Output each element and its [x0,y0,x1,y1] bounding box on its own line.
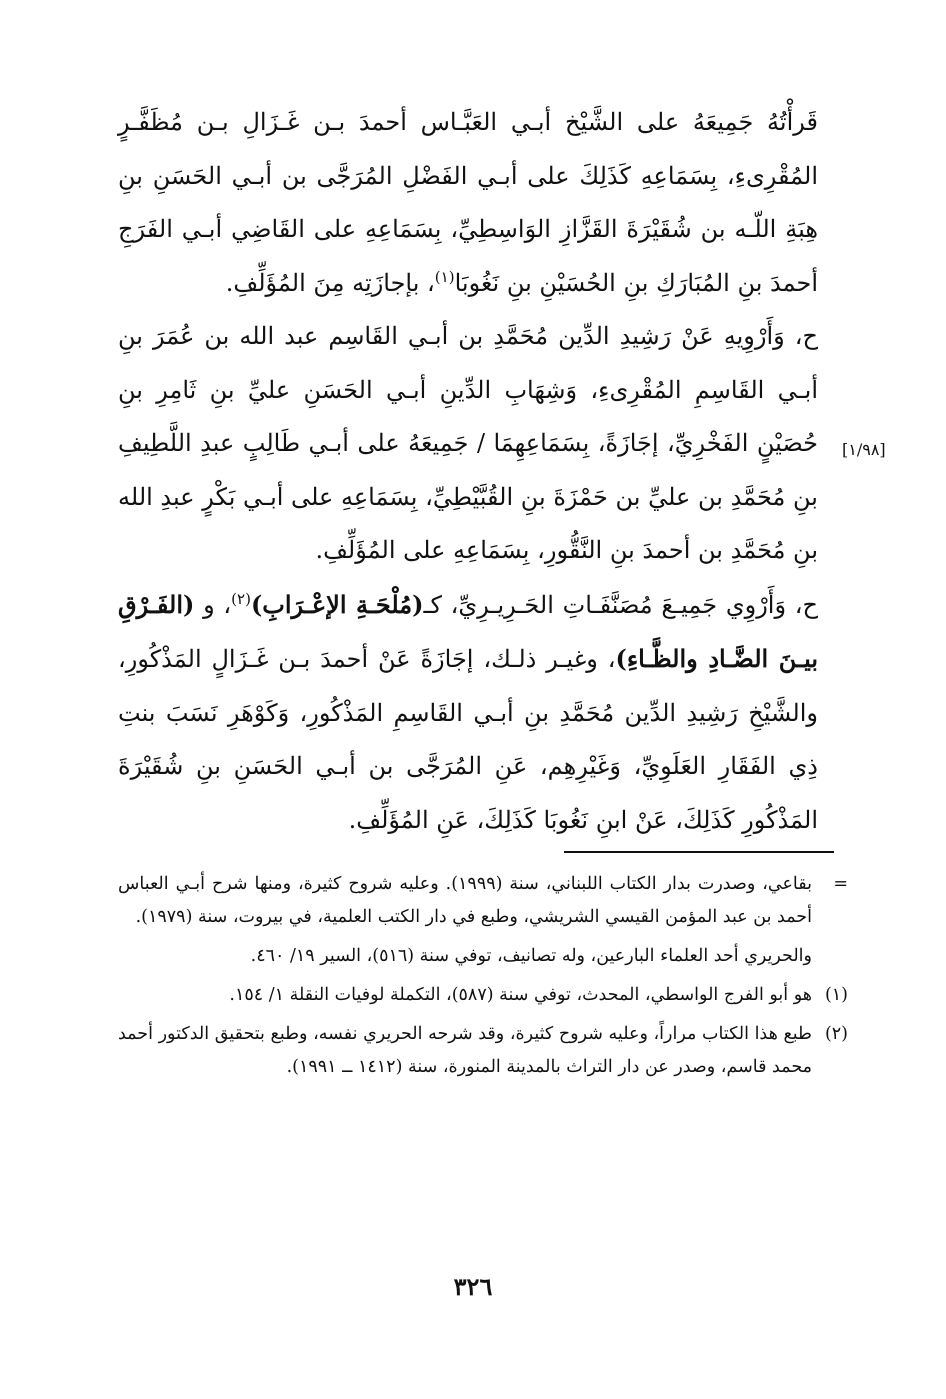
footnote-extra [118,940,848,973]
text-run: ح، وَأَرْوِي جَمِيـعَ مُصَنَّفَـاتِ الحَـرِيـرِيِّ، كـ [423,590,818,619]
footnote-number: (٢) [824,1024,848,1044]
footnote-1 [118,979,848,1012]
text-run: ، بإجازَتِه مِنَ المُؤَلِّفِ. [225,268,435,297]
footnote-continuation [118,868,848,934]
paragraph-1 [118,96,818,310]
footnotes [118,868,848,1090]
footnote-text: طبع هذا الكتاب مراراً، وعليه شروح كثيرة، وقد شرحه الحريري نفسه، وطبع بتحقيق الدكتور أحمد محمد قاسم، وصدر عن دار التراث بالمدينة المنورة، سنة (١٤١٢ ــ ١٩٩١). [118,1024,812,1077]
text-run: قَرأْتُهُ جَمِيعَهُ على الشَّيْخ أبـي العَبَّـاس أحمدَ بـن غَـزَالِ بـن مُظَفَّـرٍ المُقْرِىءِ، بِسَمَاعِهِ كَذَلِكَ على أبـي الفَضْلِ المُرَجَّى بن أبـي الحَسَنِ بنِ هِبَةِ اللّـه بن شُقَيْرَةَ القَزَّازِ الوَاسِطِيِّ، بِسَمَاعِهِ على القَاضِي أبـي الفَرَجِ أحمدَ بنِ المُبَارَكِ بنِ الحُسَيْنِ بنِ نَغُوبَا [118,108,819,297]
paragraph-2 [118,310,818,578]
book-title-farq: (الفَـرْقِ بيـنَ الضَّـادِ والظَّـاءِ) [118,589,818,673]
footnote-text: بقاعي، وصدرت بدار الكتاب اللبناني، سنة (١٩٩٩). وعليه شروح كثيرة، ومنها شرح أبـي العباس أحمد بن عبد المؤمن القيسي الشريشي، وطبع في دار الكتب العلمية، في بيروت، سنة (١٩٧٩). [118,874,812,927]
paragraph-3 [118,578,818,848]
text-run: ح، وَأَرْوِيهِ عَنْ رَشِيدِ الدِّين مُحَمَّدِ بن أبـي القَاسِم عبد الله بن عُمَرَ بنِ أبـي القَاسِمِ المُقْرِىءِ، وَشِهَابِ الدِّينِ أبـي الحَسَنِ عليِّ بنِ ثَامِرِ بنِ حُصَيْنٍ الفَخْرِيِّ، إجَازَةً، بِسَمَاعِهِمَا / جَمِيعَهُ على أبـي طَالِبٍ عبدِ اللَّطِيفِ بنِ مُحَمَّدِ بن عليِّ بن حَمْزَةَ بنِ القُبَّيْطِيِّ، بِسَمَاعِهِ على أبـي بَكْرٍ عبدِ الله بنِ مُحَمَّدِ بن أحمدَ بنِ النَّقُّورِ، بِسَمَاعِهِ على المُؤَلِّفِ. [118,322,818,564]
footnote-number: (١) [824,985,848,1005]
text-run: ، وغيـر ذلـك، إجَازَةً عَنْ أحمدَ بـن غَـزَالٍ المَذْكُورِ، والشَّيْخِ رَشِيدِ الدِّين مُحَمَّدِ بنِ أبـي القَاسِمِ المَذْكُورِ، وَكَوْهَرِ نَسَبَ بنتِ ذِي الفَقَارِ العَلَوِيِّ، وَغَيْرِهِم، عَنِ المُرَجَّى بن أبـي الحَسَنِ بنِ شُقَيْرَةَ المَذْكُورِ كَذَلِكَ، عَنْ ابنِ نَغُوبَا كَذَلِكَ، عَنِ المُؤَلِّفِ. [118,645,818,834]
footnote-2 [118,1018,848,1084]
footnote-text: هو أبو الفرج الواسطي، المحدث، توفي سنة (٥٨٧)، التكملة لوفيات النقلة ١/ ١٥٤. [229,985,812,1005]
footnote-ref-1: (١) [434,267,455,286]
main-text [118,96,818,847]
footnote-ref-2: (٢) [231,589,251,608]
manuscript-folio-marker: [١/٩٨] [842,440,886,459]
footnote-separator [564,851,834,853]
continuation-mark: = [833,874,848,894]
text-run: ، و [194,590,232,619]
footnote-text: والحريري أحد العلماء البارعين، وله تصانيف، توفي سنة (٥١٦)، السير ١٩/ ٤٦٠. [250,946,812,966]
book-title-mulha: (مُلْحَـةِ الإعْـرَابِ) [250,589,424,619]
page-number: ٣٢٦ [453,1272,493,1301]
